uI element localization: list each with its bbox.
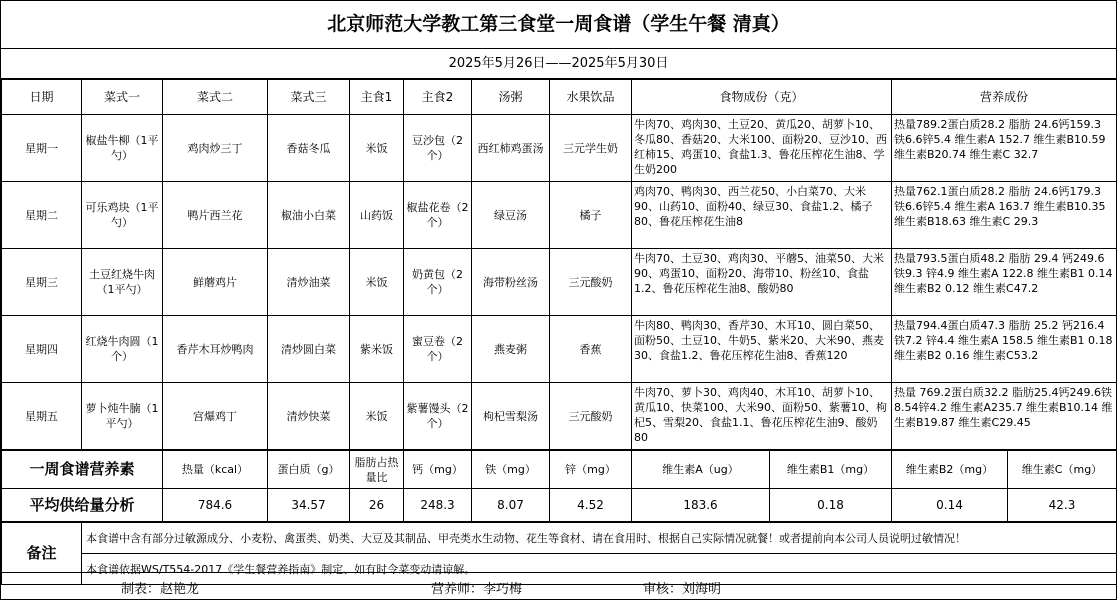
ingredients-cell: 牛肉70、土豆30、鸡肉30、平蘑5、油菜50、大米90、鸡蛋10、面粉20、海带10、粉丝10、食盐1.2、鲁花压榨花生油8、酸奶80	[632, 249, 892, 316]
staple2-cell: 椒盐花卷（2个）	[404, 182, 472, 249]
table-row	[2, 115, 1117, 182]
average-value: 0.18	[770, 489, 892, 522]
table-row	[2, 316, 1117, 383]
reviewer: 审核：刘海明	[643, 582, 722, 597]
staple1-cell: 米饭	[350, 115, 404, 182]
nutrient-header-row	[2, 451, 1117, 489]
table-row	[2, 182, 1117, 249]
staple2-cell: 蜜豆卷（2个）	[404, 316, 472, 383]
nutrient-header: 锌（mg）	[550, 451, 632, 489]
nutrient-header: 维生素A（ug）	[632, 451, 770, 489]
header-nutrition: 营养成份	[892, 80, 1117, 115]
staple1-cell: 米饭	[350, 383, 404, 450]
dish3-cell: 清炒圆白菜	[268, 316, 350, 383]
nutrition-cell: 热量789.2蛋白质28.2 脂肪 24.6钙159.3 铁6.6锌5.4 维生素A 152.7 维生素B10.59 维生素B20.74 维生素C 32.7	[892, 115, 1117, 182]
note-row	[2, 523, 1117, 554]
staple2-cell: 奶黄包（2个）	[404, 249, 472, 316]
soup-cell: 枸杞雪梨汤	[472, 383, 550, 450]
header-date: 日期	[2, 80, 82, 115]
fruit-cell: 三元学生奶	[550, 115, 632, 182]
dish1-cell: 土豆红烧牛肉（1平勺）	[82, 249, 163, 316]
staple1-cell: 米饭	[350, 249, 404, 316]
ingredients-cell: 牛肉70、鸡肉30、土豆20、黄瓜20、胡萝卜10、冬瓜80、香菇20、大米100、面粉20、豆沙10、西红柿15、鸡蛋10、食盐1.3、鲁花压榨花生油8、学生奶200	[632, 115, 892, 182]
average-value: 8.07	[472, 489, 550, 522]
header-fruit: 水果饮品	[550, 80, 632, 115]
weekly-nutrients-label: 一周食谱营养素	[2, 451, 163, 489]
header-dish3: 菜式三	[268, 80, 350, 115]
fruit-cell: 香蕉	[550, 316, 632, 383]
header-ingredients: 食物成份（克）	[632, 80, 892, 115]
average-value: 0.14	[892, 489, 1008, 522]
day-cell: 星期四	[2, 316, 82, 383]
dish1-cell: 可乐鸡块（1平勺）	[82, 182, 163, 249]
ingredients-cell: 牛肉80、鸭肉30、香芹30、木耳10、圆白菜50、面粉50、土豆10、牛奶5、紫米20、大米90、燕麦30、食盐1.2、鲁花压榨花生油8、香蕉120	[632, 316, 892, 383]
nutrient-header: 脂肪占热量比	[350, 451, 404, 489]
average-value: 183.6	[632, 489, 770, 522]
dish1-cell: 椒盐牛柳（1平勺）	[82, 115, 163, 182]
nutrition-cell: 热量 769.2蛋白质32.2 脂肪25.4钙249.6铁8.54锌4.2 维生素A235.7 维生素B10.14 维生素B19.87 维生素C29.45	[892, 383, 1117, 450]
average-value: 248.3	[404, 489, 472, 522]
day-cell: 星期三	[2, 249, 82, 316]
notes-label: 备注	[2, 523, 82, 585]
soup-cell: 绿豆汤	[472, 182, 550, 249]
day-cell: 星期一	[2, 115, 82, 182]
ingredients-cell: 牛肉70、萝卜30、鸡肉40、木耳10、胡萝卜10、黄瓜10、快菜100、大米90、面粉50、紫薯10、枸杞5、雪梨20、食盐1.1、鲁花压榨花生油9、酸奶80	[632, 383, 892, 450]
day-cell: 星期二	[2, 182, 82, 249]
dish3-cell: 清炒油菜	[268, 249, 350, 316]
nutrient-header: 维生素B1（mg）	[770, 451, 892, 489]
nutrient-header: 维生素C（mg）	[1008, 451, 1117, 489]
dish2-cell: 鲜蘑鸡片	[163, 249, 268, 316]
dish2-cell: 鸭片西兰花	[163, 182, 268, 249]
header-staple2: 主食2	[404, 80, 472, 115]
fruit-cell: 三元酸奶	[550, 383, 632, 450]
fruit-cell: 橘子	[550, 182, 632, 249]
average-value: 34.57	[268, 489, 350, 522]
average-value: 42.3	[1008, 489, 1117, 522]
table-row	[2, 249, 1117, 316]
header-soup: 汤粥	[472, 80, 550, 115]
nutrient-header: 蛋白质（g）	[268, 451, 350, 489]
header-dish1: 菜式一	[82, 80, 163, 115]
nutrient-header: 维生素B2（mg）	[892, 451, 1008, 489]
dish1-cell: 红烧牛肉圆（1个）	[82, 316, 163, 383]
header-staple1: 主食1	[350, 80, 404, 115]
made-by: 制表：赵艳龙	[121, 582, 200, 597]
note-allergen: 本食谱中含有部分过敏源成分、小麦粉、禽蛋类、奶类、大豆及其制品、甲壳类水生动物、花生等食材、请在食用时、根据自己实际情况就餐！或者提前向本公司人员说明过敏情况！	[82, 523, 1117, 554]
nutrient-header: 铁（mg）	[472, 451, 550, 489]
dish3-cell: 清炒快菜	[268, 383, 350, 450]
average-value: 4.52	[550, 489, 632, 522]
staple1-cell: 山药饭	[350, 182, 404, 249]
dish1-cell: 萝卜炖牛腩（1平勺）	[82, 383, 163, 450]
table-row	[2, 383, 1117, 450]
average-value: 784.6	[163, 489, 268, 522]
menu-table	[1, 79, 1117, 450]
nutrient-header: 钙（mg）	[404, 451, 472, 489]
footer-signatures	[1, 572, 1116, 599]
average-label: 平均供给量分析	[2, 489, 163, 522]
nutrition-cell: 热量794.4蛋白质47.3 脂肪 25.2 钙216.4 铁7.2 锌4.4 维生素A 158.5 维生素B1 0.18 维生素B2 0.16 维生素C53.2	[892, 316, 1117, 383]
header-row	[2, 80, 1117, 115]
dish2-cell: 宫爆鸡丁	[163, 383, 268, 450]
dish3-cell: 椒油小白菜	[268, 182, 350, 249]
soup-cell: 海带粉丝汤	[472, 249, 550, 316]
ingredients-cell: 鸡肉70、鸭肉30、西兰花50、小白菜70、大米90、山药10、面粉40、绿豆30、食盐1.2、橘子80、鲁花压榨花生油8	[632, 182, 892, 249]
average-row	[2, 489, 1117, 522]
staple2-cell: 紫薯馒头（2个）	[404, 383, 472, 450]
header-dish2: 菜式二	[163, 80, 268, 115]
staple2-cell: 豆沙包（2个）	[404, 115, 472, 182]
nutritionist: 营养师：李巧梅	[431, 582, 523, 597]
nutrient-header: 热量（kcal）	[163, 451, 268, 489]
soup-cell: 西红柿鸡蛋汤	[472, 115, 550, 182]
nutrition-cell: 热量762.1蛋白质28.2 脂肪 24.6钙179.3 铁6.6锌5.4 维生素A 163.7 维生素B10.35 维生素B18.63 维生素C 29.3	[892, 182, 1117, 249]
day-cell: 星期五	[2, 383, 82, 450]
nutrition-summary-table	[1, 450, 1117, 522]
nutrition-cell: 热量793.5蛋白质48.2 脂肪 29.4 钙249.6 铁9.3 锌4.9 维生素A 122.8 维生素B1 0.14 维生素B2 0.12 维生素C47.2	[892, 249, 1117, 316]
dish2-cell: 香芹木耳炒鸭肉	[163, 316, 268, 383]
dish3-cell: 香菇冬瓜	[268, 115, 350, 182]
soup-cell: 燕麦粥	[472, 316, 550, 383]
average-value: 26	[350, 489, 404, 522]
fruit-cell: 三元酸奶	[550, 249, 632, 316]
staple1-cell: 紫米饭	[350, 316, 404, 383]
note-standard: 本食谱依据WS/T554-2017《学生餐营养指南》制定、如有时令菜变动请谅解。	[82, 554, 1117, 585]
page-title: 北京师范大学教工第三食堂一周食谱（学生午餐 清真）	[1, 1, 1116, 49]
dish2-cell: 鸡肉炒三丁	[163, 115, 268, 182]
date-range: 2025年5月26日——2025年5月30日	[1, 49, 1116, 79]
